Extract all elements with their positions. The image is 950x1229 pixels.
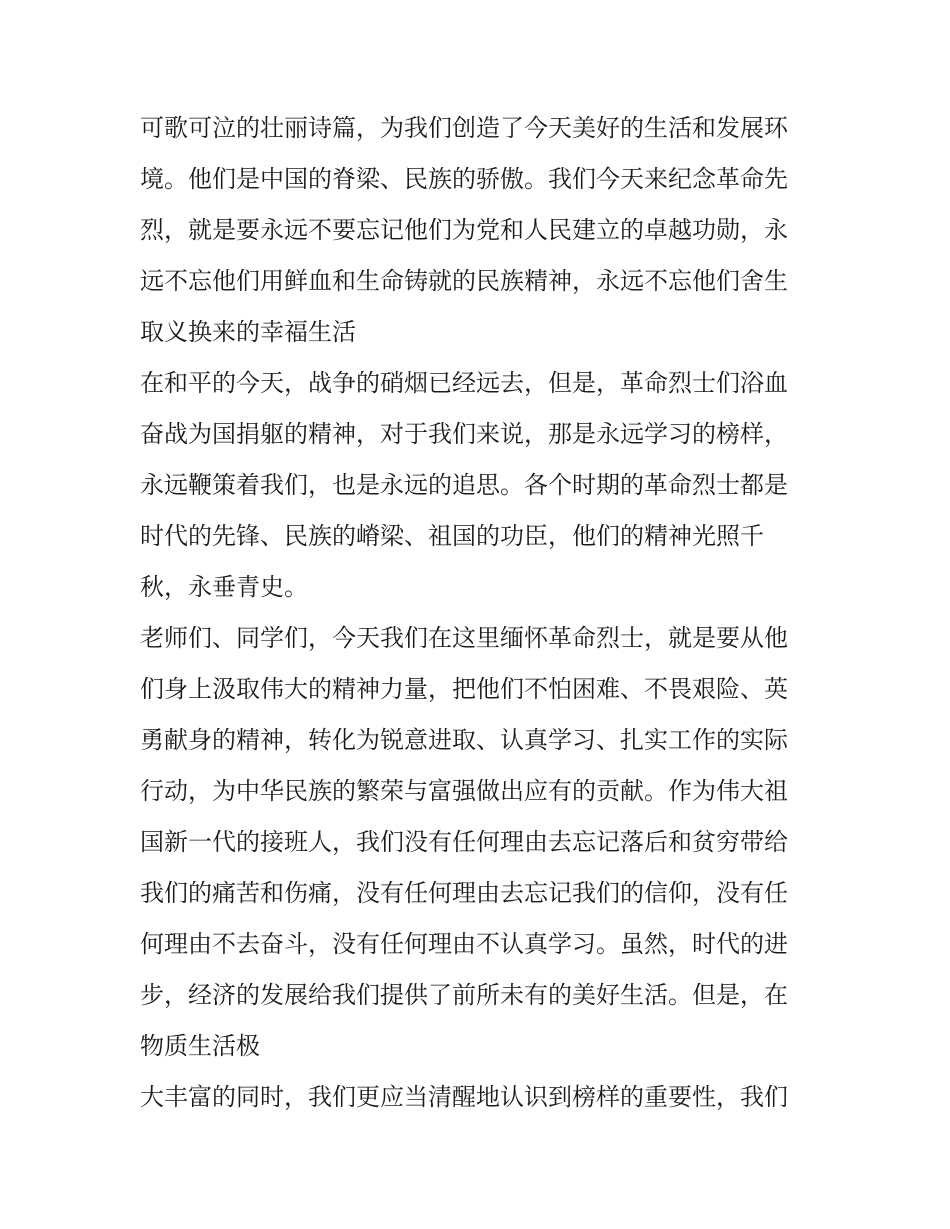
- text-line: 我们的痛苦和伤痛，没有任何理由去忘记我们的信仰，没有任: [140, 879, 788, 907]
- text-line: 在和平的今天，战争的硝烟已经远去，但是，革命烈士们浴血: [140, 369, 788, 397]
- paragraph-3: [140, 613, 820, 1072]
- text-line: 勇献身的精神，转化为锐意进取、认真学习、扎实工作的实际: [140, 726, 788, 754]
- text-line: 步，经济的发展给我们提供了前所未有的美好生活。但是，在: [140, 981, 788, 1009]
- paragraph-4: [140, 1072, 820, 1123]
- text-line: 远不忘他们用鲜血和生命铸就的民族精神，永远不忘他们舍生: [140, 267, 788, 295]
- document-body: [140, 103, 820, 1123]
- text-line: 老师们、同学们，今天我们在这里缅怀革命烈士，就是要从他: [140, 624, 788, 652]
- text-line: 永远鞭策着我们，也是永远的追思。各个时期的革命烈士都是: [140, 471, 788, 499]
- text-line: 行动，为中华民族的繁荣与富强做出应有的贡献。作为伟大祖: [140, 777, 788, 805]
- text-line: 大丰富的同时，我们更应当清醒地认识到榜样的重要性，我们: [140, 1083, 788, 1111]
- text-line: 时代的先锋、民族的嵴梁、祖国的功臣，他们的精神光照千: [140, 522, 764, 550]
- paragraph-2: [140, 358, 820, 613]
- text-line: 取义换来的幸福生活: [140, 318, 356, 346]
- text-line: 秋，永垂青史。: [140, 573, 308, 601]
- text-line: 境。他们是中国的脊梁、民族的骄傲。我们今天来纪念革命先: [140, 165, 788, 193]
- text-line: 国新一代的接班人，我们没有任何理由去忘记落后和贫穷带给: [140, 828, 788, 856]
- paragraph-1: [140, 103, 820, 358]
- text-line: 何理由不去奋斗，没有任何理由不认真学习。虽然，时代的进: [140, 930, 788, 958]
- text-line: 可歌可泣的壮丽诗篇，为我们创造了今天美好的生活和发展环: [140, 114, 788, 142]
- text-line: 们身上汲取伟大的精神力量，把他们不怕困难、不畏艰险、英: [140, 675, 788, 703]
- text-line: 奋战为国捐躯的精神，对于我们来说，那是永远学习的榜样，: [140, 420, 788, 448]
- text-line: 物质生活极: [140, 1032, 260, 1060]
- text-line: 烈，就是要永远不要忘记他们为党和人民建立的卓越功勋，永: [140, 216, 788, 244]
